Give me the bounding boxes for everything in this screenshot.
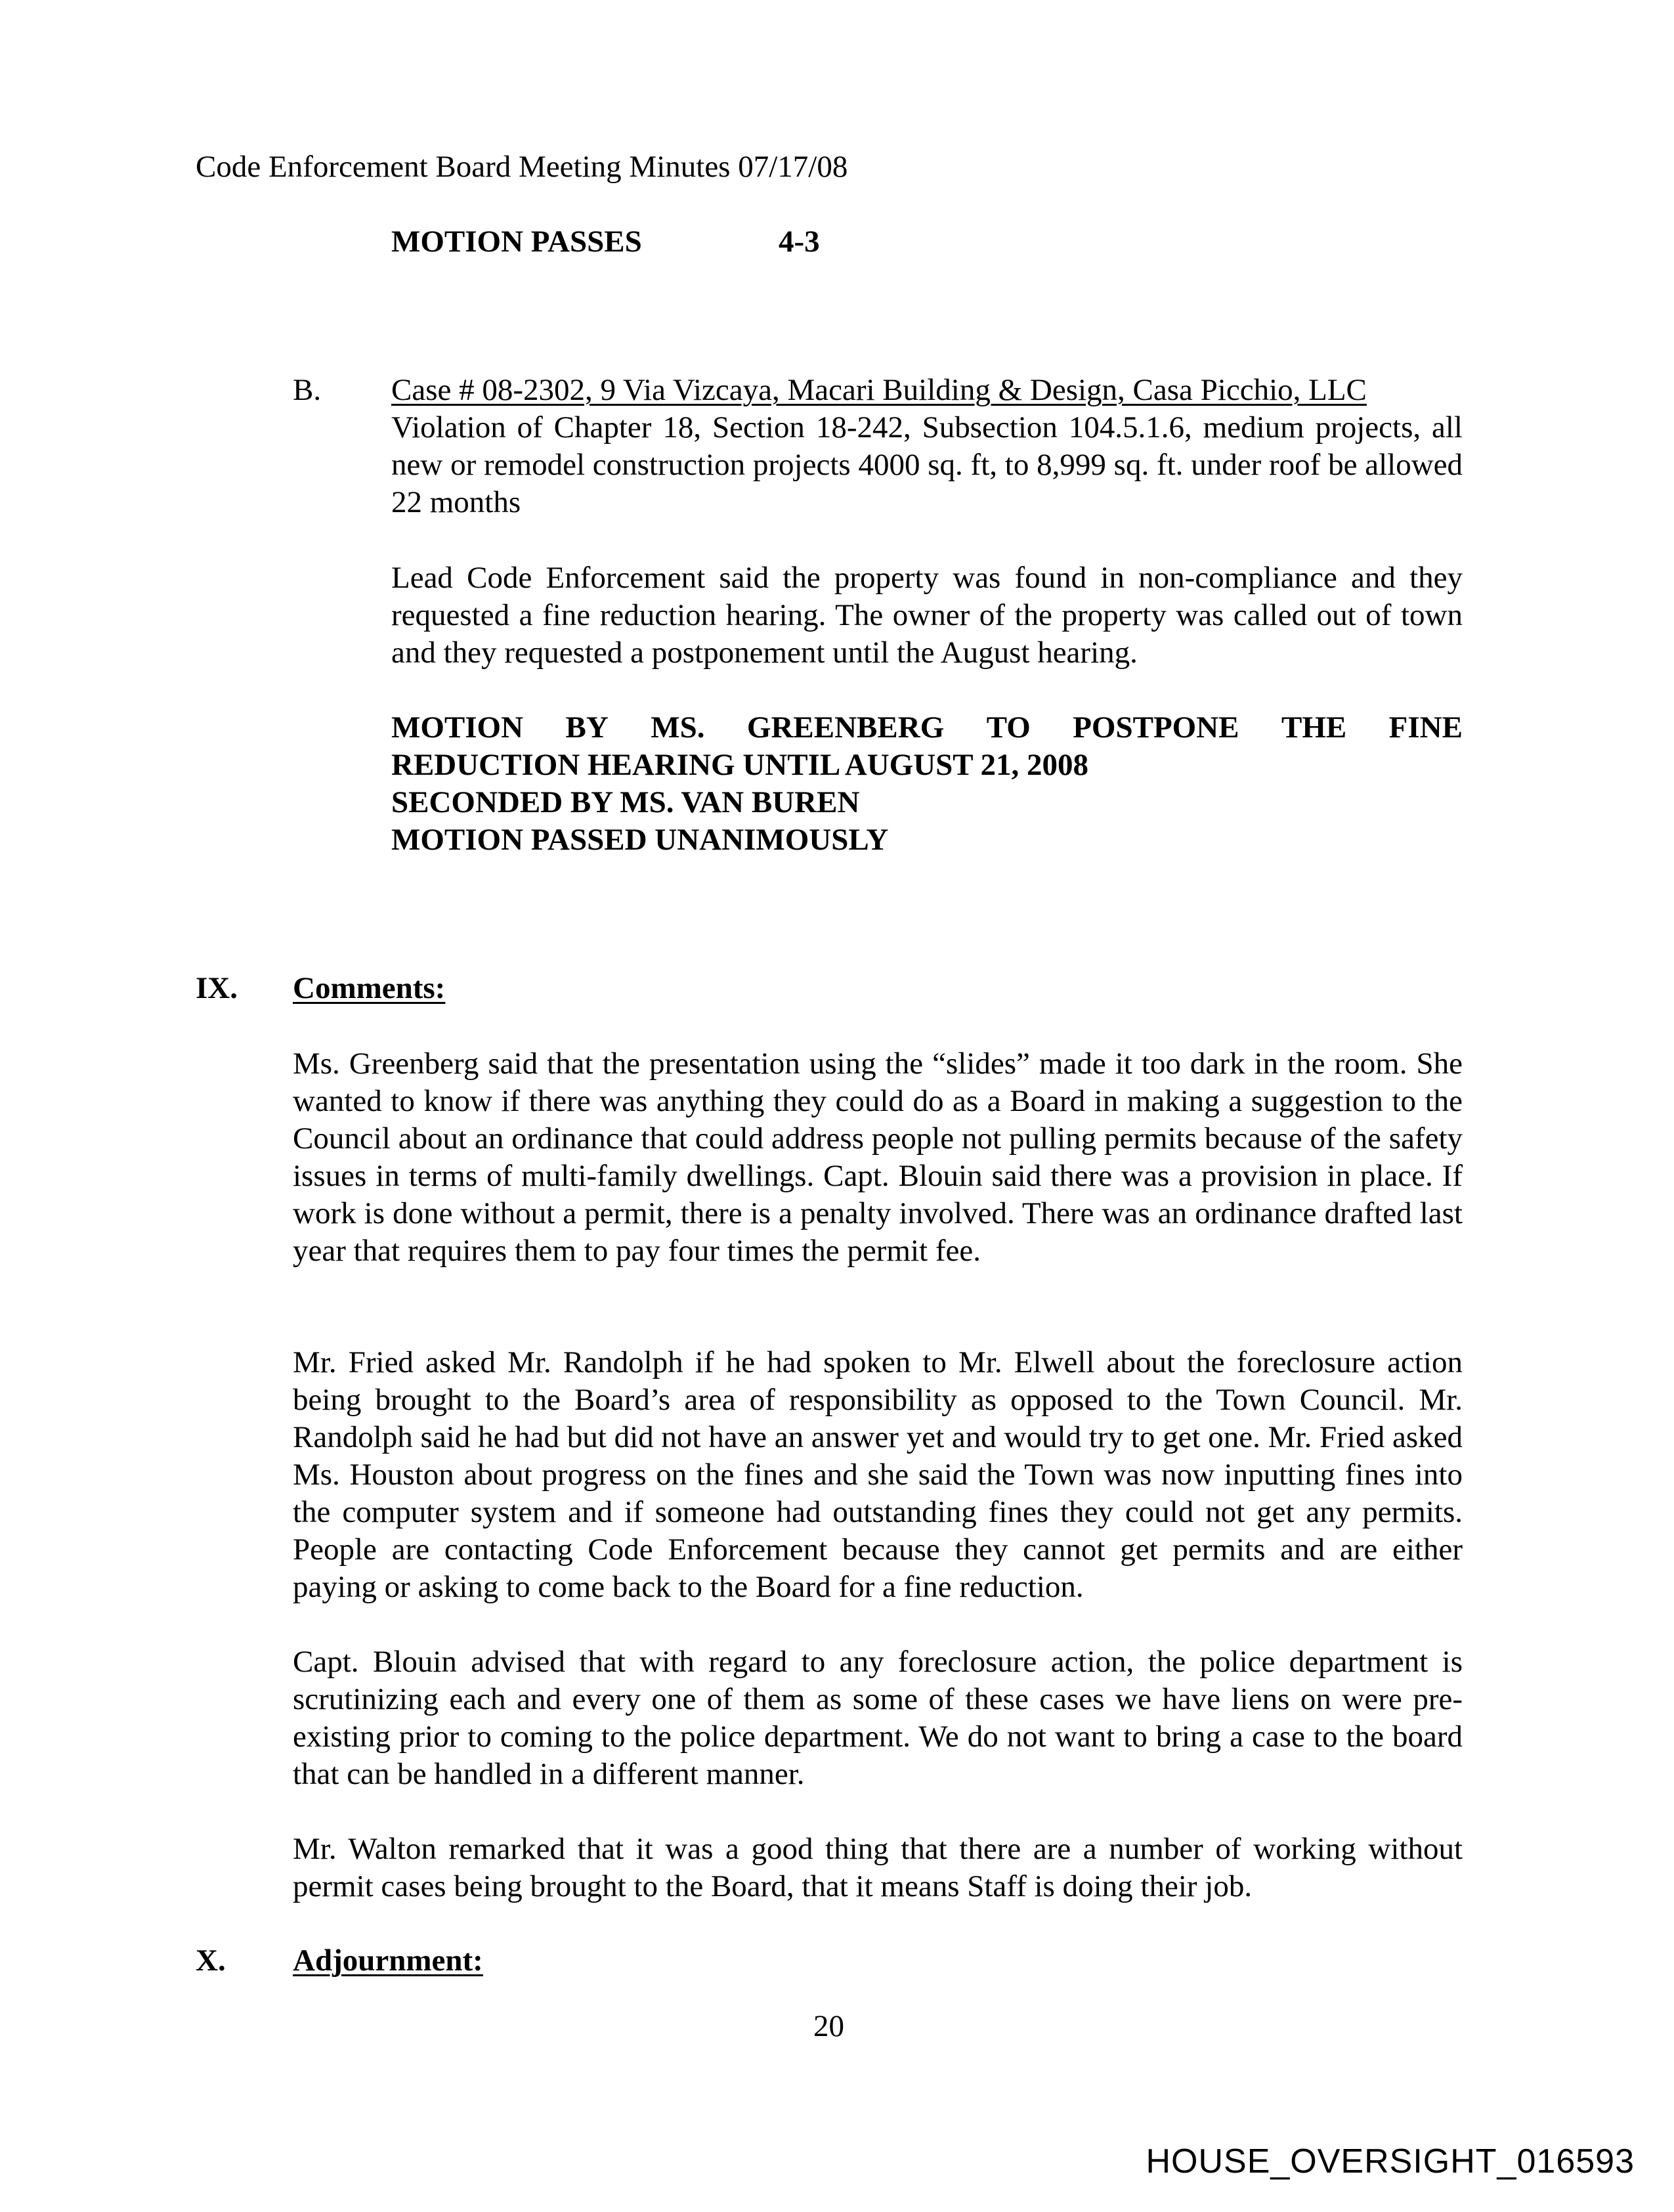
motion-word: BY <box>565 710 609 745</box>
prior-motion-vote-count: 4-3 <box>779 225 820 259</box>
motion-word: MOTION <box>391 710 524 745</box>
motion-word: THE <box>1281 710 1347 745</box>
page-number: 20 <box>813 2009 844 2043</box>
motion-result: MOTION PASSED UNANIMOUSLY <box>391 823 889 857</box>
comment-paragraph: Capt. Blouin advised that with regard to any foreclosure action, the police department is scrutinizing each and every one of them as some of these cases we have liens on were pre-existing prior to coming to the police department. We do not want to bring a case to the board that can be handled in a different manner. <box>293 1645 1463 1791</box>
document-header: Code Enforcement Board Meeting Minutes 07/17/08 <box>196 150 848 184</box>
case-title: Case # 08-2302, 9 Via Vizcaya, Macari Building & Design, Casa Picchio, LLC <box>391 373 1367 407</box>
motion-word: POSTPONE <box>1073 710 1239 745</box>
motion-seconded: SECONDED BY MS. VAN BUREN <box>391 785 860 819</box>
comment-paragraph: Ms. Greenberg said that the presentation using the “slides” made it too dark in the room. She wanted to know if there was anything they could do as a Board in making a suggestion to the Council about an ordinance that could address people not pulling permits because of the safety issues in terms of multi-family dwellings. Capt. Blouin said there was a provision in place. If work is done without a permit, there is a penalty involved. There was an ordinance drafted last year that requires them to pay four times the permit fee. <box>293 1047 1463 1268</box>
section-x-number: X. <box>196 1943 226 1978</box>
motion-word: GREENBERG <box>746 710 945 745</box>
comment-paragraph: Mr. Walton remarked that it was a good thing that there are a number of working without permit cases being brought to the Board, that it means Staff is doing their job. <box>293 1832 1463 1903</box>
case-item-block <box>391 372 1463 521</box>
motion-word: TO <box>986 710 1031 745</box>
section-ix-number: IX. <box>196 971 238 1005</box>
section-ix-title: Comments: <box>293 971 446 1005</box>
motion-word: FINE <box>1388 710 1463 745</box>
bates-stamp: HOUSE_OVERSIGHT_016593 <box>1146 2142 1635 2180</box>
section-x-title: Adjournment: <box>293 1943 483 1978</box>
case-violation: Violation of Chapter 18, Section 18-242, Subsection 104.5.1.6, medium projects, all new or remodel construction projects 4000 sq. ft, to 8,999 sq. ft. under roof be allowed 22 months <box>391 410 1463 519</box>
motion-line-1 <box>391 709 1463 747</box>
prior-motion-label: MOTION PASSES <box>391 225 642 259</box>
motion-line-2: REDUCTION HEARING UNTIL AUGUST 21, 2008 <box>391 748 1089 782</box>
comment-paragraph: Mr. Fried asked Mr. Randolph if he had spoken to Mr. Elwell about the foreclosure action being brought to the Board’s area of responsibility as opposed to the Town Council. Mr. Randolph said he had but did not have an answer yet and would try to get one. Mr. Fried asked Ms. Houston about progress on the fines and she said the Town was now inputting fines into the computer system and if someone had outstanding fines they could not get any permits. People are contacting Code Enforcement because they cannot get permits and are either paying or asking to come back to the Board for a fine reduction. <box>293 1345 1463 1604</box>
case-paragraph: Lead Code Enforcement said the property was found in non-compliance and they requested a fine reduction hearing. The owner of the property was called out of town and they requested a postponement until the August hearing. <box>391 561 1463 670</box>
motion-block <box>391 709 1463 859</box>
case-item-letter: B. <box>293 373 322 407</box>
motion-word: MS. <box>651 710 705 745</box>
